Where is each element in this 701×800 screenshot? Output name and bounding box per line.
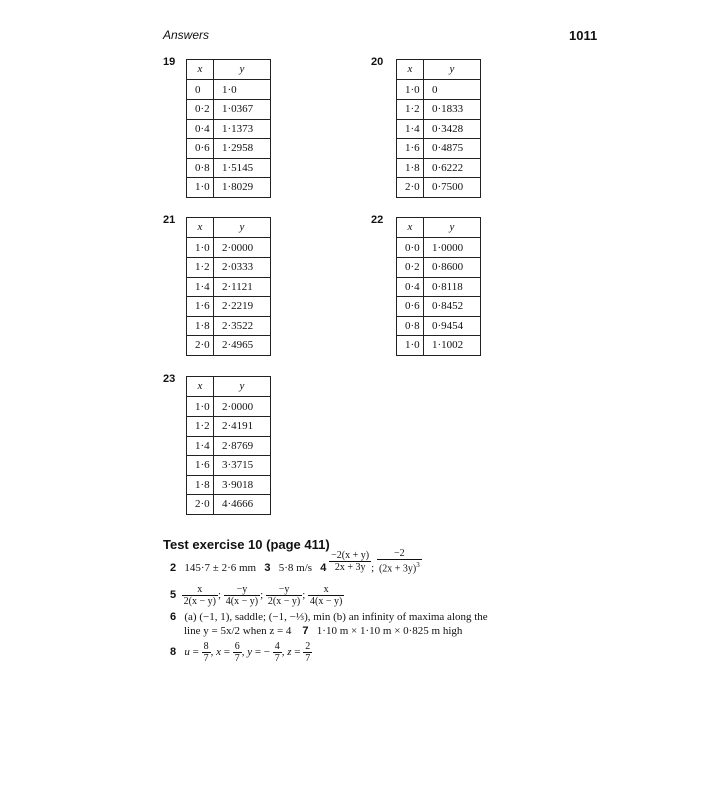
table-row	[397, 178, 481, 198]
cell-y: 2·1121	[214, 277, 271, 297]
cell-y: 1·5145	[214, 158, 271, 178]
cell-x: 0	[187, 79, 214, 100]
answer-text: line y = 5x/2 when z = 4	[184, 625, 292, 637]
section-heading: Test exercise 10 (page 411)	[163, 537, 330, 552]
table-row	[397, 79, 481, 100]
answer-number: 5	[170, 589, 177, 602]
column-header-y: y	[424, 60, 481, 80]
table-row	[397, 258, 481, 278]
table-row	[187, 316, 271, 336]
cell-y: 0·3428	[424, 119, 481, 139]
answer-table	[396, 59, 481, 198]
table-row	[187, 237, 271, 258]
cell-x: 1·4	[187, 436, 214, 456]
cell-y: 0·8452	[424, 297, 481, 317]
answer-line-5: 5 $\frac{x}{2(x - y)}$ ; $\frac{-y}{4(x - y)}$ ; $\frac{-y}{2(x - y)}$ ; $\frac{x}{4(x - y)}$	[170, 584, 343, 607]
fraction: $\frac{-2(x + y)}{2x + 3y}$	[331, 549, 370, 573]
cell-x: 1·8	[397, 158, 424, 178]
table-row	[187, 475, 271, 495]
table-row	[397, 277, 481, 297]
cell-x: 1·6	[187, 297, 214, 317]
cell-x: 0·4	[397, 277, 424, 297]
answer-table	[396, 217, 481, 356]
fraction: $\frac{-y}{2(x - y)}$	[267, 584, 301, 607]
cell-y: 1·1373	[214, 119, 271, 139]
cell-x: 1·0	[397, 79, 424, 100]
question-number: 19	[163, 56, 176, 68]
column-header-x: x	[397, 60, 424, 80]
column-header-x: x	[187, 60, 214, 80]
fraction: $\frac{x}{4(x - y)}$	[310, 584, 343, 607]
question-number: 23	[163, 373, 176, 385]
cell-x: 1·6	[187, 456, 214, 476]
table-row	[397, 119, 481, 139]
cell-y: 3·9018	[214, 475, 271, 495]
cell-y: 2·2219	[214, 297, 271, 317]
table-row	[187, 297, 271, 317]
cell-y: 0·1833	[424, 100, 481, 120]
cell-y: 1·0	[214, 79, 271, 100]
cell-y: 0·8600	[424, 258, 481, 278]
cell-y: 0·6222	[424, 158, 481, 178]
cell-x: 1·2	[187, 417, 214, 437]
column-header-y: y	[214, 218, 271, 238]
cell-y: 0·9454	[424, 316, 481, 336]
cell-y: 2·4965	[214, 336, 271, 356]
table-row	[187, 456, 271, 476]
column-header-y: y	[424, 218, 481, 238]
fraction: $\frac{-2}{(2x + 3y)^3}$	[378, 548, 420, 575]
cell-y: 0·4875	[424, 139, 481, 159]
column-header-x: x	[397, 218, 424, 238]
fraction: $\frac{6}{7}$	[234, 641, 240, 664]
cell-y: 3·3715	[214, 456, 271, 476]
answer-line-6	[170, 611, 488, 623]
answer-text: (a) (−1, 1), saddle; (−1, −⅓), min (b) an infinity of maxima along the	[184, 611, 488, 623]
cell-x: 1·0	[187, 237, 214, 258]
table-row	[187, 100, 271, 120]
cell-x: 1·6	[397, 139, 424, 159]
answer-table	[186, 217, 271, 356]
cell-y: 2·0000	[214, 396, 271, 417]
cell-y: 2·8769	[214, 436, 271, 456]
cell-y: 2·3522	[214, 316, 271, 336]
cell-y: 2·0333	[214, 258, 271, 278]
cell-y: 1·0000	[424, 237, 481, 258]
column-header-y: y	[214, 60, 271, 80]
cell-x: 1·8	[187, 475, 214, 495]
table-row	[187, 258, 271, 278]
answer-table	[186, 59, 271, 198]
answer-number: 7	[302, 625, 309, 637]
table-row	[187, 436, 271, 456]
answer-number: 2	[170, 562, 177, 574]
cell-y: 2·0000	[214, 237, 271, 258]
cell-x: 1·0	[187, 396, 214, 417]
cell-x: 0·0	[397, 237, 424, 258]
table-row	[187, 417, 271, 437]
answer-line-8: 8 u = $\frac{8}{7}$ , x = $\frac{6}{7}$ , y = − $\frac{4}{7}$ , z = $\frac{2}{7}$	[170, 641, 311, 664]
cell-x: 1·4	[187, 277, 214, 297]
cell-y: 4·4666	[214, 495, 271, 515]
table-row	[187, 495, 271, 515]
fraction: $\frac{2}{7}$	[305, 641, 311, 664]
cell-y: 1·1002	[424, 336, 481, 356]
answer-table	[186, 376, 271, 515]
answer-line-6-7	[184, 625, 462, 637]
cell-x: 2·0	[397, 178, 424, 198]
table-row	[187, 336, 271, 356]
cell-x: 0·8	[187, 158, 214, 178]
fraction: $\frac{4}{7}$	[274, 641, 280, 664]
answer-text: 5·8 m/s	[278, 562, 313, 574]
table-row	[397, 297, 481, 317]
answer-number: 8	[170, 646, 177, 659]
column-header-x: x	[187, 377, 214, 397]
cell-x: 1·0	[187, 178, 214, 198]
fraction: $\frac{-y}{4(x - y)}$	[225, 584, 259, 607]
cell-x: 0·2	[187, 100, 214, 120]
table-row	[397, 158, 481, 178]
answer-line-2-4: 2 145·7 ± 2·6 mm 3 5·8 m/s 4 $\frac{-2(x + y)}{2x + 3y}$ ; $\frac{-2}{(2x + 3y)^3}$	[170, 548, 420, 575]
cell-y: 2·4191	[214, 417, 271, 437]
fraction: $\frac{8}{7}$	[203, 641, 209, 664]
cell-x: 0·6	[397, 297, 424, 317]
table-row	[187, 396, 271, 417]
table-row	[187, 178, 271, 198]
table-row	[397, 316, 481, 336]
column-header-y: y	[214, 377, 271, 397]
cell-x: 1·8	[187, 316, 214, 336]
answer-number: 6	[170, 611, 177, 623]
question-number: 22	[371, 214, 384, 226]
table-row	[397, 336, 481, 356]
table-row	[397, 100, 481, 120]
table-row	[187, 158, 271, 178]
table-row	[187, 119, 271, 139]
cell-x: 0·4	[187, 119, 214, 139]
page-number: 1011	[569, 28, 598, 43]
cell-x: 0·6	[187, 139, 214, 159]
cell-x: 0·8	[397, 316, 424, 336]
cell-y: 1·2958	[214, 139, 271, 159]
running-header-title: Answers	[163, 28, 210, 42]
cell-x: 1·0	[397, 336, 424, 356]
answer-text: 145·7 ± 2·6 mm	[184, 562, 257, 574]
table-row	[397, 237, 481, 258]
column-header-x: x	[187, 218, 214, 238]
cell-y: 0·8118	[424, 277, 481, 297]
fraction: $\frac{x}{2(x - y)}$	[183, 584, 216, 607]
question-number: 20	[371, 56, 384, 68]
answer-number: 3	[264, 562, 271, 574]
cell-x: 1·2	[397, 100, 424, 120]
cell-y: 1·8029	[214, 178, 271, 198]
answer-number: 4	[320, 562, 327, 574]
cell-x: 1·4	[397, 119, 424, 139]
cell-y: 0	[424, 79, 481, 100]
cell-x: 2·0	[187, 495, 214, 515]
table-row	[187, 79, 271, 100]
question-number: 21	[163, 214, 176, 226]
cell-x: 1·2	[187, 258, 214, 278]
cell-x: 0·2	[397, 258, 424, 278]
answer-text: 1·10 m × 1·10 m × 0·825 m high	[316, 625, 463, 637]
table-row	[187, 139, 271, 159]
cell-x: 2·0	[187, 336, 214, 356]
cell-y: 0·7500	[424, 178, 481, 198]
cell-y: 1·0367	[214, 100, 271, 120]
table-row	[397, 139, 481, 159]
table-row	[187, 277, 271, 297]
